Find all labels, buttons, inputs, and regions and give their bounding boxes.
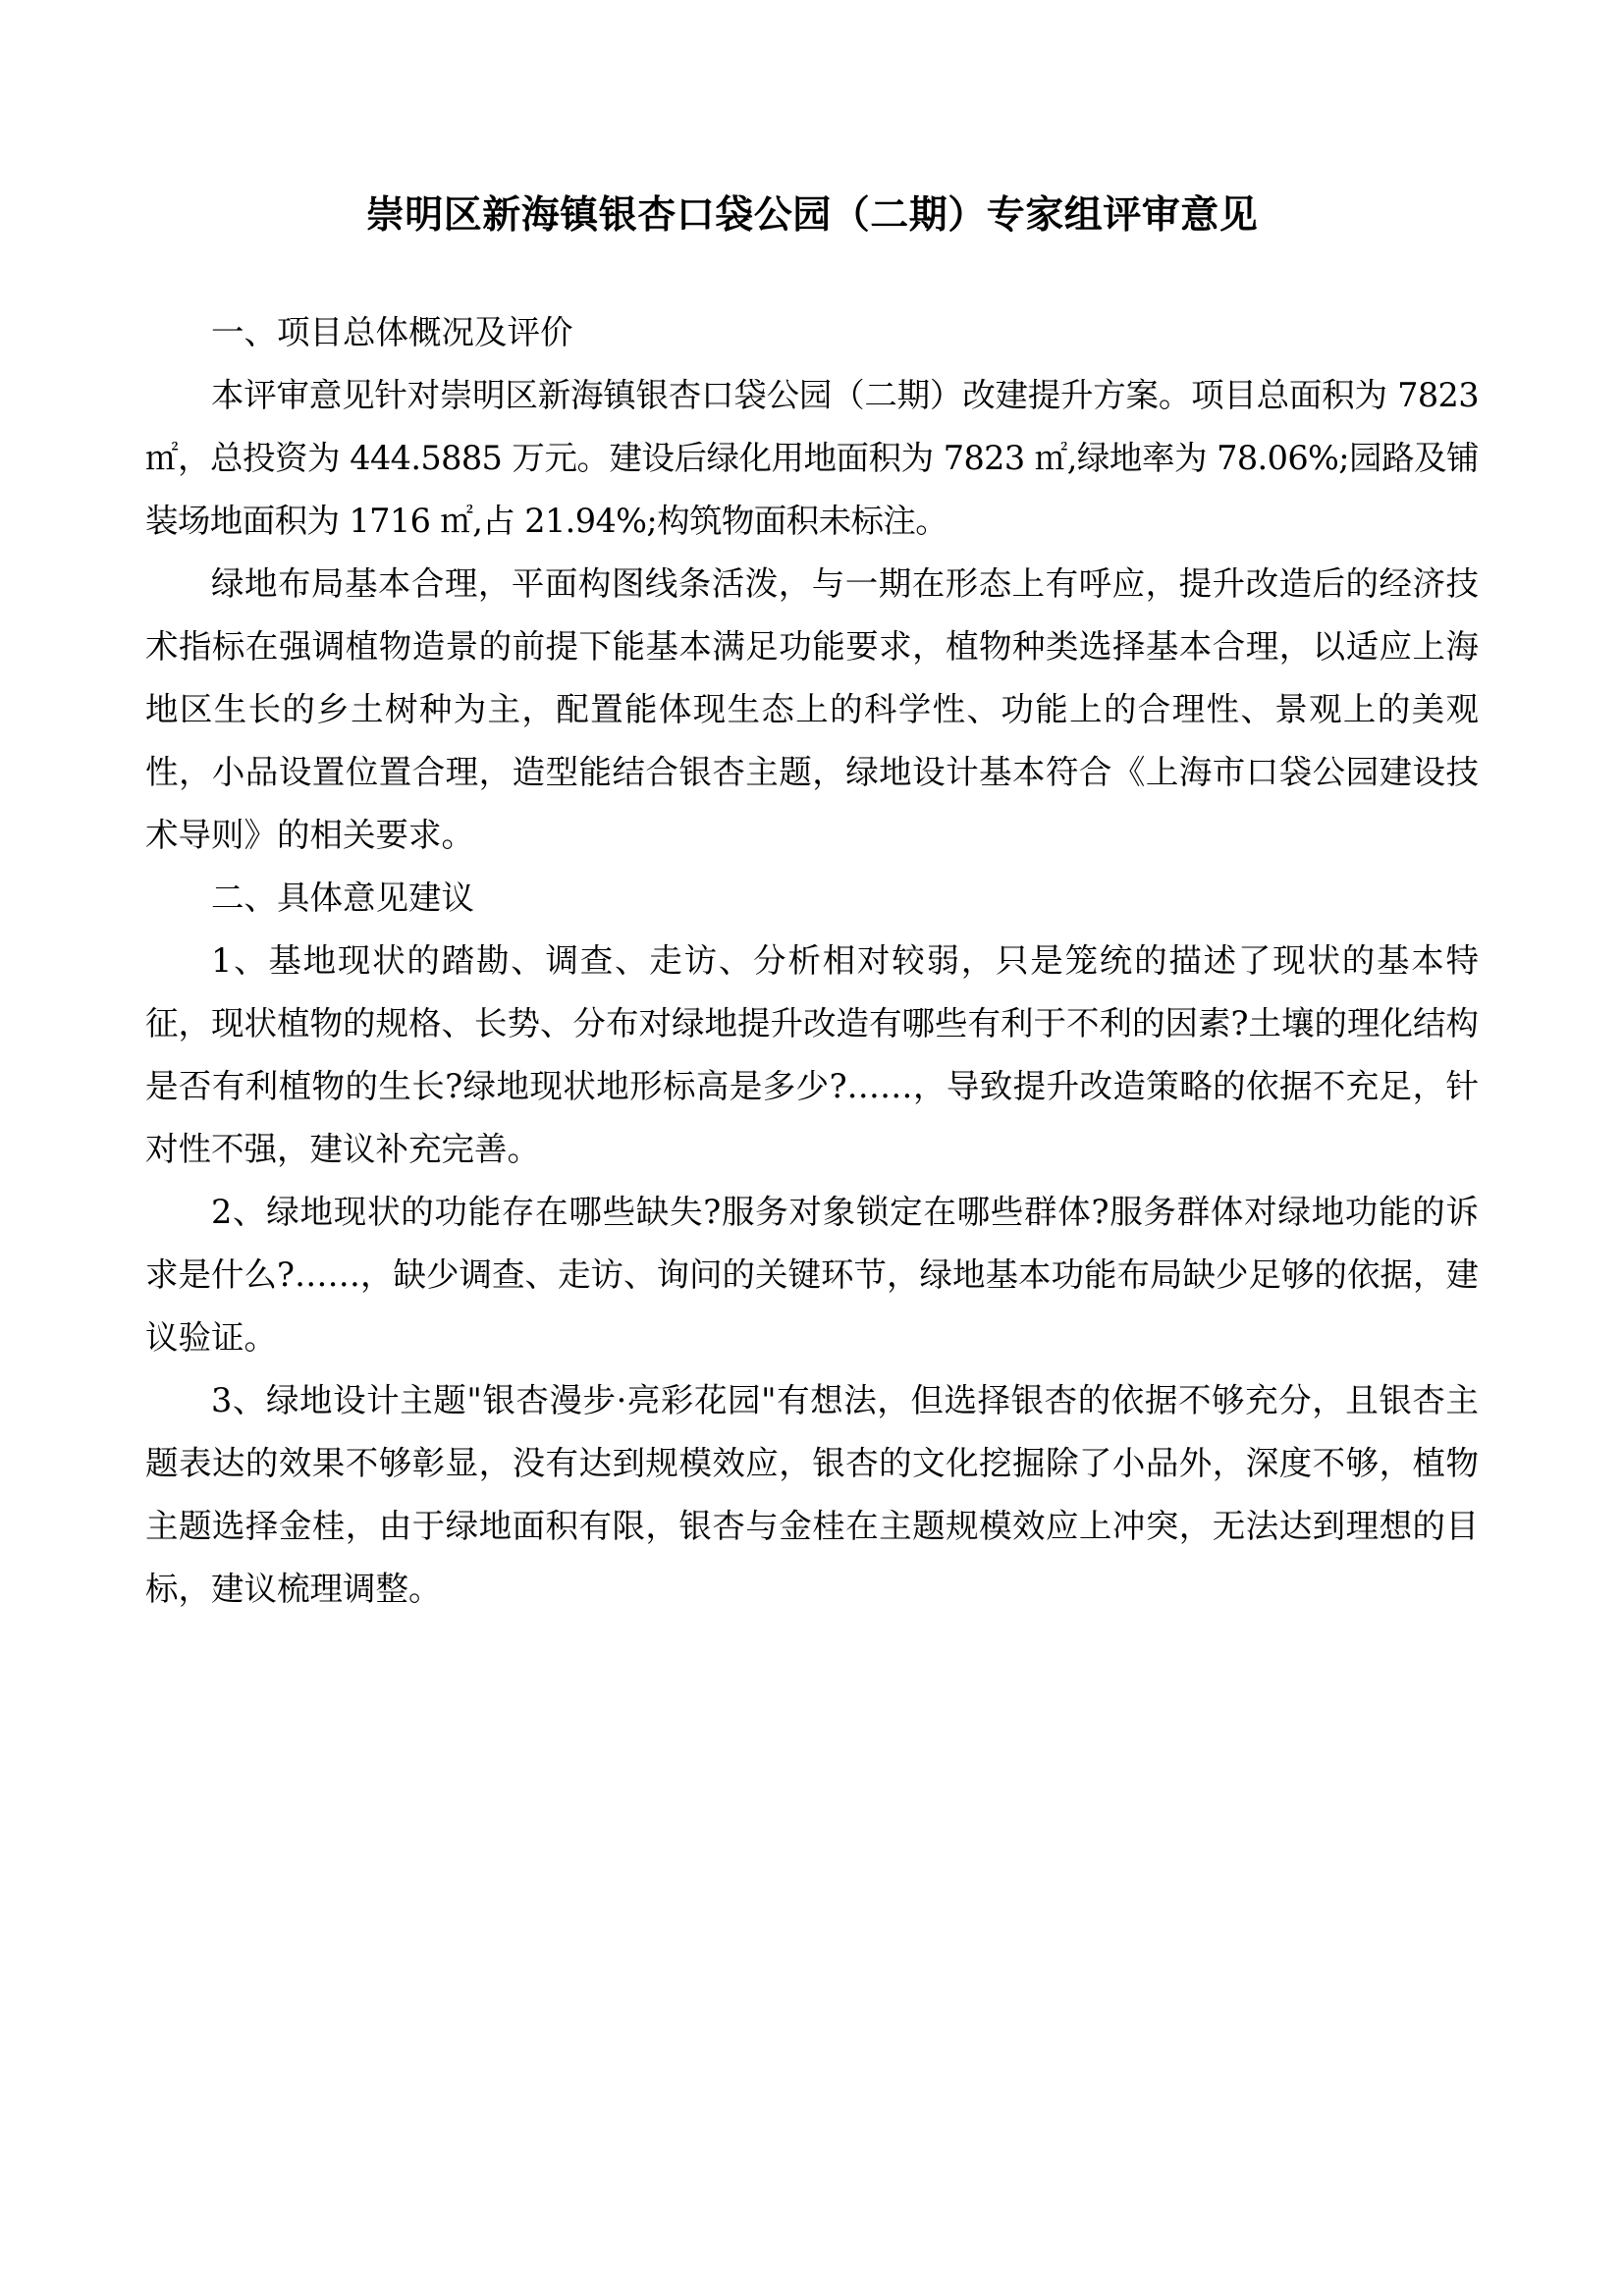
section-2-item-1: 1、基地现状的踏勘、调查、走访、分析相对较弱，只是笼统的描述了现状的基本特征，现状植物的规格、长势、分布对绿地提升改造有哪些有利于不利的因素?土壤的理化结构是否有利植物的生长?绿地现状地形标高是多少?……，导致提升改造策略的依据不充足，针对性不强，建议补充完善。 [145,940,1479,1168]
section-1-paragraph-1: 本评审意见针对崇明区新海镇银杏口袋公园（二期）改建提升方案。项目总面积为 7823 ㎡，总投资为 444.5885 万元。建设后绿化用地面积为 7823 ㎡,绿地率为 78.06%;园路及铺装场地面积为 1716 ㎡,占 21.94%;构筑物面积未标注。 [145,375,1479,540]
section-heading-2: 二、具体意见建议 [211,878,474,917]
page-title: 崇明区新海镇银杏口袋公园（二期）专家组评审意见 [365,193,1259,238]
section-1-paragraph-2: 绿地布局基本合理，平面构图线条活泼，与一期在形态上有呼应，提升改造后的经济技术指标在强调植物造景的前提下能基本满足功能要求，植物种类选择基本合理，以适应上海地区生长的乡土树种为主，配置能体现生态上的科学性、功能上的合理性、景观上的美观性，小品设置位置合理，造型能结合银杏主题，绿地设计基本符合《上海市口袋公园建设技术导则》的相关要求。 [145,563,1479,854]
section-2-item-2: 2、绿地现状的功能存在哪些缺失?服务对象锁定在哪些群体?服务群体对绿地功能的诉求是什么?……，缺少调查、走访、询问的关键环节，绿地基本功能布局缺少足够的依据，建议验证。 [145,1192,1479,1357]
section-heading-1: 一、项目总体概况及评价 [211,312,573,351]
section-2-item-3: 3、绿地设计主题"银杏漫步·亮彩花园"有想法，但选择银杏的依据不够充分，且银杏主题表达的效果不够彰显，没有达到规模效应，银杏的文化挖掘除了小品外，深度不够，植物主题选择金桂，由于绿地面积有限，银杏与金桂在主题规模效应上冲突，无法达到理想的目标，建议梳理调整。 [145,1380,1479,1608]
document-body [145,0,1479,1621]
title-spacer [145,240,1479,301]
